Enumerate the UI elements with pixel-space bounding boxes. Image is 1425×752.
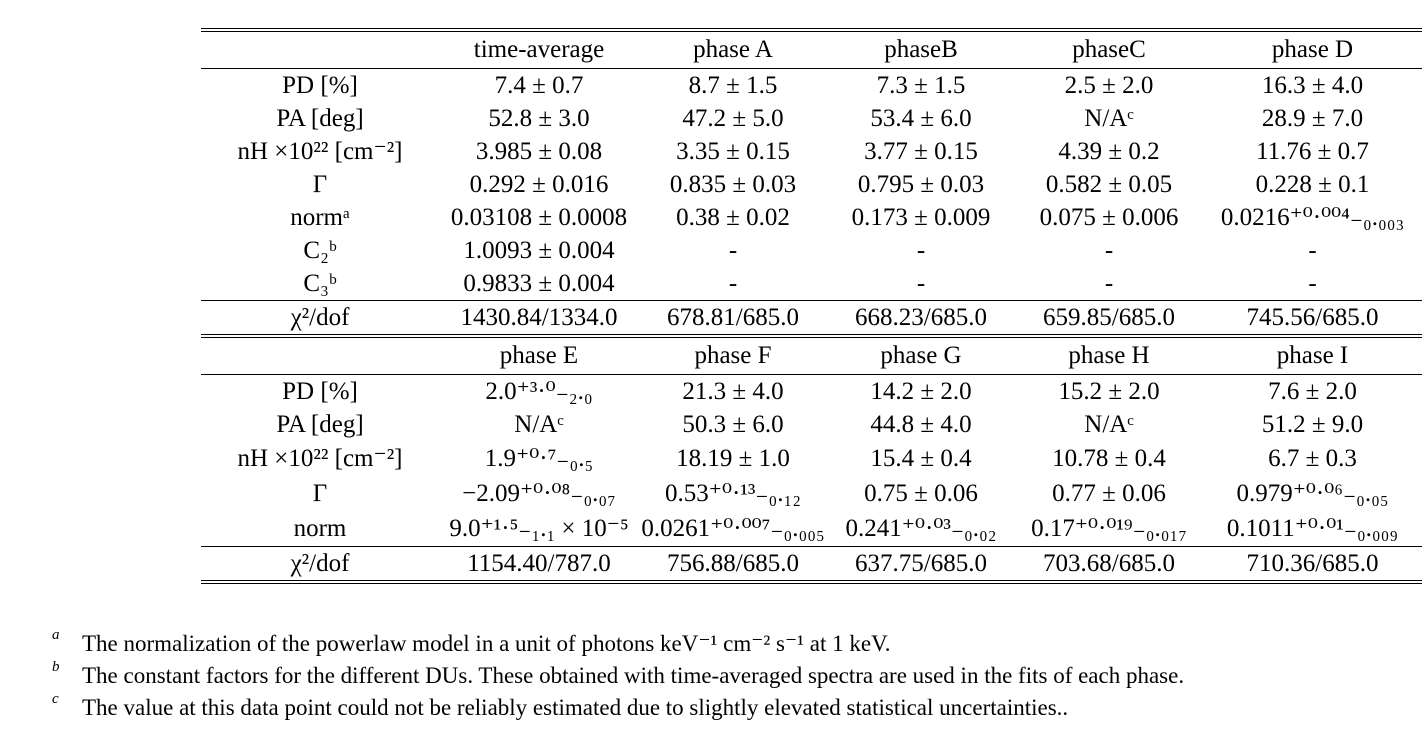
table-cell: 0.0216⁺⁰·⁰⁰⁴₋₀.₀₀₃ — [1220, 204, 1405, 231]
table-cell: 53.4 ± 6.0 — [870, 105, 972, 132]
table-cell: 0.835 ± 0.03 — [669, 171, 797, 198]
footnote-mark: c — [52, 691, 59, 707]
footnote-b — [52, 660, 1412, 692]
results-table — [201, 28, 1422, 584]
table-cell: 0.38 ± 0.02 — [676, 204, 790, 231]
table-cell: 15.2 ± 2.0 — [1058, 378, 1160, 405]
row-label: normᵃ — [290, 204, 350, 231]
table-cell: 756.88/685.0 — [639, 547, 827, 583]
table-cell: 0.17⁺⁰·⁰¹⁹₋₀.₀₁₇ — [1031, 515, 1187, 542]
table-cell: 10.78 ± 0.4 — [1052, 445, 1166, 472]
row-label: C₂ᵇ — [303, 237, 337, 264]
table-cell: 710.36/685.0 — [1203, 547, 1422, 583]
row-label: PA [deg] — [276, 411, 364, 438]
row-label: Γ — [312, 171, 328, 198]
footnote-c — [52, 692, 1412, 724]
footnotes — [52, 628, 1412, 724]
table-cell: 9.0⁺¹·⁵₋₁.₁ × 10⁻⁵ — [449, 515, 629, 542]
table-top-block — [201, 30, 1422, 336]
row-label: nH ×10²² [cm⁻²] — [237, 138, 403, 165]
table-cell: 3.77 ± 0.15 — [864, 138, 978, 165]
table-cell: 668.23/685.0 — [827, 301, 1015, 337]
column-header: time-average — [439, 30, 639, 69]
header-row — [201, 336, 1422, 375]
row-label: Γ — [312, 480, 328, 507]
table-cell: 0.075 ± 0.006 — [1039, 204, 1179, 231]
table-cell: 1154.40/787.0 — [439, 547, 639, 583]
row-label-header — [201, 30, 439, 69]
table-cell: 1.0093 ± 0.004 — [463, 237, 615, 264]
column-header: phaseB — [827, 30, 1015, 69]
row-label: norm — [293, 515, 347, 542]
table-cell: N/Aᶜ — [1084, 411, 1134, 438]
table-cell: 0.241⁺⁰·⁰³₋₀.₀₂ — [845, 515, 997, 542]
table-cell: 51.2 ± 9.0 — [1261, 411, 1364, 438]
table-cell: 637.75/685.0 — [827, 547, 1015, 583]
results-table-wrapper — [201, 28, 1422, 584]
table-cell: - — [728, 270, 738, 297]
table-cell: 0.9833 ± 0.004 — [463, 270, 615, 297]
table-row — [201, 135, 1422, 168]
table-cell: 3.985 ± 0.08 — [475, 138, 603, 165]
footnote-text: The constant factors for the different DUs. These obtained with time-averaged spectra are used in the fits of each phase. — [82, 663, 1185, 688]
row-label: nH ×10²² [cm⁻²] — [237, 445, 403, 472]
table-cell: N/Aᶜ — [514, 411, 564, 438]
table-cell: 28.9 ± 7.0 — [1261, 105, 1364, 132]
table-row — [201, 375, 1422, 409]
table-cell: 745.56/685.0 — [1203, 301, 1422, 337]
table-cell: 0.1011⁺⁰·⁰¹₋₀.₀₀₉ — [1226, 515, 1399, 542]
row-label: χ²/dof — [201, 547, 439, 583]
table-cell: 0.795 ± 0.03 — [857, 171, 985, 198]
table-cell: 703.68/685.0 — [1015, 547, 1203, 583]
table-cell: 16.3 ± 4.0 — [1261, 72, 1364, 99]
table-row — [201, 408, 1422, 441]
table-cell: 0.53⁺⁰·¹³₋₀.₁₂ — [665, 480, 801, 507]
table-cell: 0.0261⁺⁰·⁰⁰⁷₋₀.₀₀₅ — [641, 515, 825, 542]
row-label: C₃ᵇ — [303, 270, 337, 297]
column-header: phase D — [1203, 30, 1422, 69]
table-cell: - — [728, 237, 738, 264]
table-cell: - — [916, 270, 926, 297]
column-header: phase G — [827, 336, 1015, 375]
table-row — [201, 476, 1422, 511]
header-row — [201, 30, 1422, 69]
table-cell: 0.77 ± 0.06 — [1052, 480, 1166, 507]
table-cell: 0.75 ± 0.06 — [864, 480, 978, 507]
table-row — [201, 168, 1422, 201]
column-header: phaseC — [1015, 30, 1203, 69]
column-header: phase F — [639, 336, 827, 375]
table-cell: 7.6 ± 2.0 — [1268, 378, 1357, 405]
table-cell: 0.03108 ± 0.0008 — [450, 204, 628, 231]
table-cell: 47.2 ± 5.0 — [682, 105, 784, 132]
table-cell: 11.76 ± 0.7 — [1256, 138, 1369, 165]
table-cell: - — [1104, 270, 1114, 297]
row-label: χ²/dof — [201, 301, 439, 337]
table-cell: 4.39 ± 0.2 — [1058, 138, 1160, 165]
table-cell: 0.582 ± 0.05 — [1045, 171, 1173, 198]
row-label: PD [%] — [282, 72, 358, 99]
table-cell: 3.35 ± 0.15 — [676, 138, 790, 165]
table-row — [201, 201, 1422, 234]
table-cell: 0.173 ± 0.009 — [851, 204, 991, 231]
table-row — [201, 511, 1422, 547]
table-cell: 659.85/685.0 — [1015, 301, 1203, 337]
table-cell: 1430.84/1334.0 — [439, 301, 639, 337]
table-cell: 7.3 ± 1.5 — [876, 72, 966, 99]
chi-square-row — [201, 547, 1422, 583]
table-cell: - — [1308, 270, 1317, 297]
table-cell: −2.09⁺⁰·⁰⁸₋₀.₀₇ — [462, 480, 616, 507]
table-row — [201, 102, 1422, 135]
table-cell: N/Aᶜ — [1084, 105, 1134, 132]
column-header: phase E — [439, 336, 639, 375]
table-cell: - — [1308, 237, 1317, 264]
table-cell: 50.3 ± 6.0 — [682, 411, 784, 438]
table-row — [201, 69, 1422, 103]
table-cell: 18.19 ± 1.0 — [676, 445, 790, 472]
table-cell: - — [916, 237, 926, 264]
footnote-mark: a — [52, 627, 60, 643]
table-cell: 1.9⁺⁰·⁷₋₀.₅ — [484, 445, 594, 472]
table-bottom-block — [201, 336, 1422, 582]
column-header: phase I — [1203, 336, 1422, 375]
table-cell: 0.292 ± 0.016 — [469, 171, 609, 198]
column-header: phase H — [1015, 336, 1203, 375]
table-cell: 14.2 ± 2.0 — [870, 378, 972, 405]
table-cell: - — [1104, 237, 1114, 264]
table-cell: 6.7 ± 0.3 — [1268, 445, 1357, 472]
table-cell: 21.3 ± 4.0 — [682, 378, 784, 405]
table-cell: 44.8 ± 4.0 — [870, 411, 972, 438]
footnote-a — [52, 628, 1412, 660]
table-cell: 52.8 ± 3.0 — [488, 105, 590, 132]
table-cell: 2.0⁺³·⁰₋₂.₀ — [485, 378, 593, 405]
table-cell: 2.5 ± 2.0 — [1064, 72, 1154, 99]
table-cell: 0.979⁺⁰·⁰⁶₋₀.₀₅ — [1236, 480, 1389, 507]
footnote-text: The normalization of the powerlaw model in a unit of photons keV⁻¹ cm⁻² s⁻¹ at 1 keV. — [82, 631, 891, 656]
footnote-text: The value at this data point could not be reliably estimated due to slightly elevated statistical uncertainties.. — [82, 695, 1069, 720]
chi-square-row — [201, 301, 1422, 337]
row-label-header — [201, 336, 439, 375]
row-label: PA [deg] — [276, 105, 364, 132]
row-label: PD [%] — [282, 378, 358, 405]
table-row — [201, 234, 1422, 267]
table-cell: 7.4 ± 0.7 — [494, 72, 584, 99]
table-cell: 8.7 ± 1.5 — [688, 72, 778, 99]
table-row — [201, 267, 1422, 301]
table-cell: 678.81/685.0 — [639, 301, 827, 337]
footnote-mark: b — [52, 659, 60, 675]
table-row — [201, 441, 1422, 476]
table-cell: 15.4 ± 0.4 — [870, 445, 972, 472]
column-header: phase A — [639, 30, 827, 69]
table-cell: 0.228 ± 0.1 — [1255, 171, 1370, 198]
